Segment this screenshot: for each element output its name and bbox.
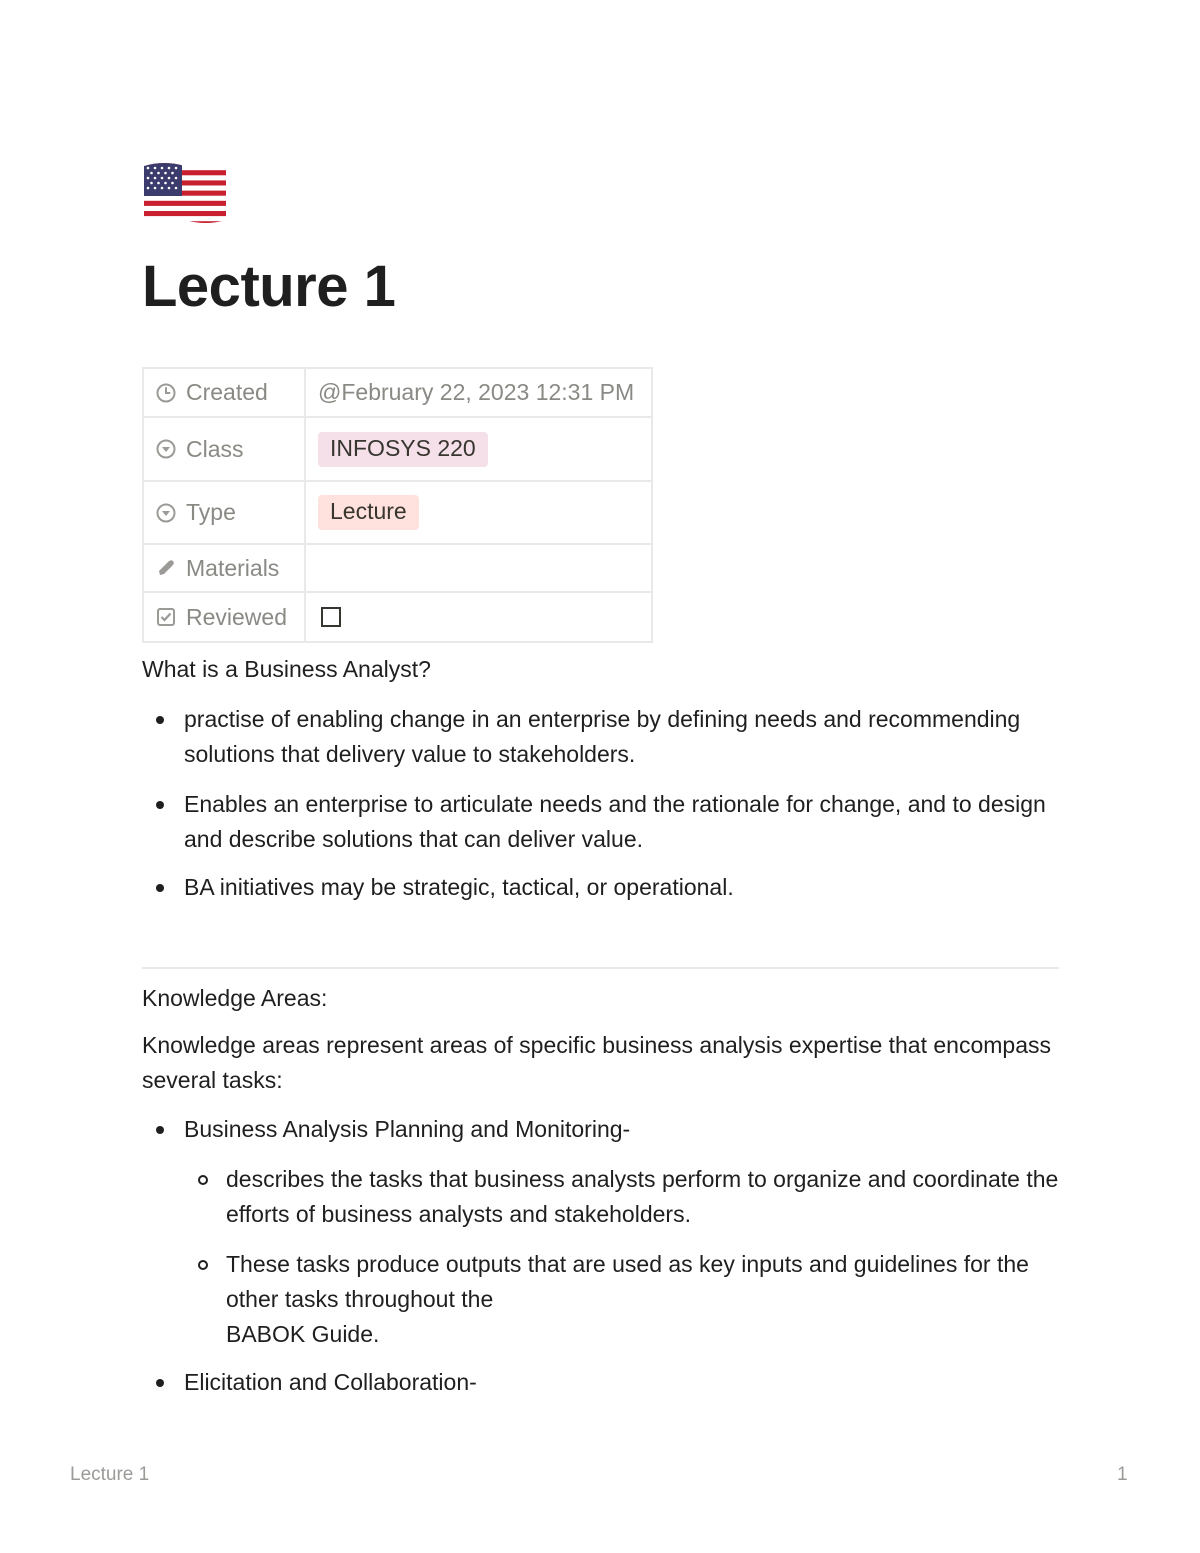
property-label-created: Created: [186, 379, 268, 405]
property-key[interactable]: [143, 417, 305, 481]
sub-bullet-list: [142, 1162, 1060, 1352]
property-label-type: Type: [186, 499, 236, 525]
property-key[interactable]: [143, 368, 305, 417]
class-tag[interactable]: INFOSYS 220: [318, 432, 488, 467]
property-value-materials[interactable]: [305, 544, 652, 592]
checkbox-icon: [156, 607, 176, 627]
page-title: Lecture 1: [142, 254, 396, 319]
us-flag-icon: [142, 160, 228, 226]
clock-icon: [156, 383, 176, 403]
property-row-materials: [143, 544, 652, 592]
section-heading: What is a Business Analyst?: [142, 656, 431, 682]
select-icon: [156, 503, 176, 523]
bullet-list: [142, 1112, 1060, 1147]
property-key[interactable]: [143, 481, 305, 544]
property-key[interactable]: [143, 592, 305, 642]
list-item: Enables an enterprise to articulate needs and the rationale for change, and to design and describe solutions that can deliver value.: [142, 787, 1060, 857]
list-item: [142, 1247, 1060, 1352]
list-item: BA initiatives may be strategic, tactical, or operational.: [142, 870, 1060, 905]
created-date: @February 22, 2023 12:31 PM: [318, 379, 635, 405]
select-icon: [156, 439, 176, 459]
footer-page-number: 1: [1117, 1464, 1128, 1485]
property-label-materials: Materials: [186, 554, 280, 581]
property-row-created: [143, 368, 652, 417]
section-business-analyst: [142, 652, 1060, 905]
property-label-class: Class: [186, 435, 244, 462]
property-row-type: [143, 481, 652, 544]
reviewed-checkbox[interactable]: [321, 607, 341, 627]
paragraph: Knowledge areas represent areas of specific business analysis expertise that encompass several tasks:: [142, 1032, 1051, 1093]
list-item: Elicitation and Collaboration-: [142, 1365, 1060, 1400]
list-item: practise of enabling change in an enterprise by defining needs and recommending solutions that delivery value to stakeholders.: [142, 702, 1060, 772]
property-value-reviewed[interactable]: [305, 592, 652, 642]
section-heading: Knowledge Areas:: [142, 985, 328, 1011]
list-item: describes the tasks that business analysts perform to organize and coordinate the efforts of business analysts and stakeholders.: [142, 1162, 1060, 1232]
property-key[interactable]: [143, 544, 305, 592]
properties-table: [142, 367, 653, 643]
file-icon: [156, 558, 176, 578]
section-knowledge-areas: [142, 981, 1060, 1400]
property-value-class[interactable]: [305, 417, 652, 481]
footer-doc-title: Lecture 1: [70, 1464, 150, 1485]
property-row-reviewed: [143, 592, 652, 642]
bullet-list: [142, 1365, 1060, 1400]
property-value-type[interactable]: [305, 481, 652, 544]
bullet-list: [142, 702, 1060, 905]
list-item-text: These tasks produce outputs that are used as key inputs and guidelines for the other tasks throughout the: [226, 1251, 1029, 1312]
property-value-created[interactable]: [305, 368, 652, 417]
property-label-reviewed: Reviewed: [186, 603, 287, 630]
property-row-class: [143, 417, 652, 481]
divider: [142, 967, 1059, 969]
type-tag[interactable]: Lecture: [318, 495, 419, 530]
list-item: Business Analysis Planning and Monitoring-: [142, 1112, 1060, 1147]
list-item-text: BABOK Guide.: [226, 1321, 380, 1347]
